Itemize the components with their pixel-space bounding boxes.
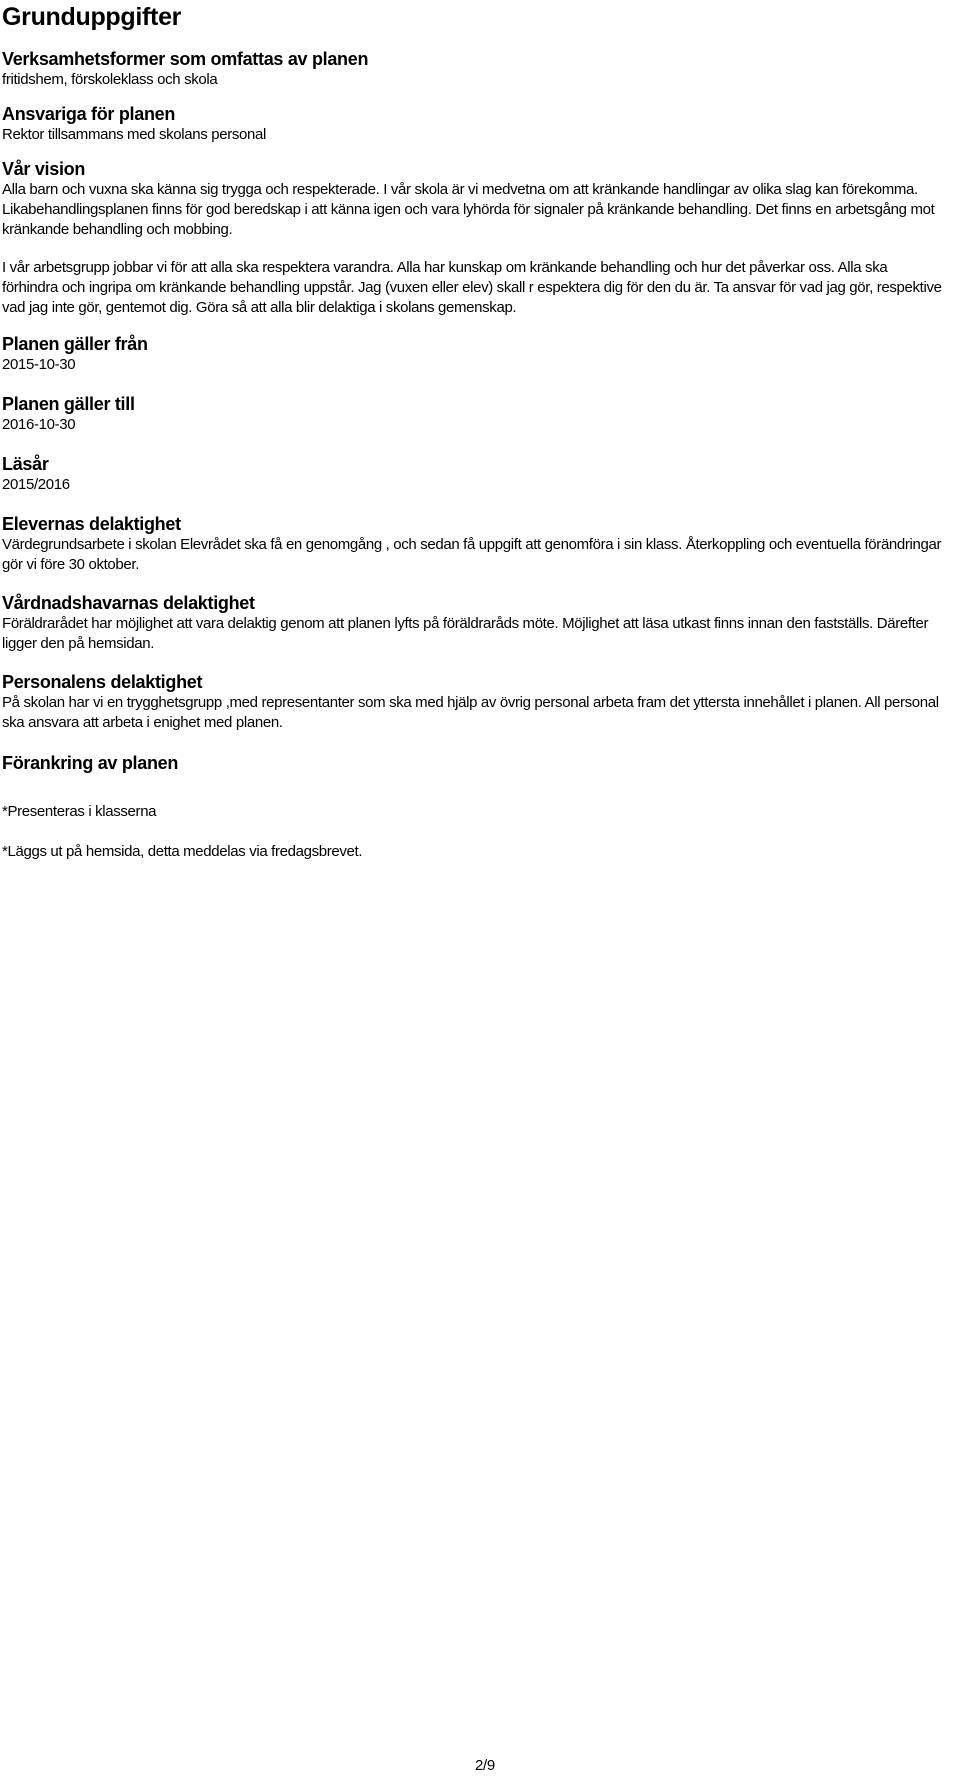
section-heading: Verksamhetsformer som omfattas av planen xyxy=(2,49,369,69)
section-heading: Planen gäller till xyxy=(2,394,135,414)
section-vardnadshavarnas-delaktighet xyxy=(2,592,942,654)
section-heading: Personalens delaktighet xyxy=(2,672,203,692)
section-text: Rektor tillsammans med skolans personal xyxy=(2,126,266,143)
section-verksamhetsformer xyxy=(2,48,942,90)
section-forankring xyxy=(2,752,942,862)
section-text: I vår arbetsgrupp jobbar vi för att alla ska respektera varandra. Alla har kunskap om kränkande behandling och hur det påverkar oss. Alla ska förhindra och ingripa om kränkande behandling uppstår. Jag (vuxen eller elev) skall r espektera dig för den du är. Ta ansvar för vad jag gör, respektive vad jag inte gör, gentemot dig. Göra så att alla blir delaktiga i skolans gemenskap. xyxy=(2,259,942,316)
section-text: På skolan har vi en trygghetsgrupp ,med representanter som ska med hjälp av övrig personal arbeta fram det yttersta innehållet i planen. All personal ska ansvara att arbeta i enighet med planen. xyxy=(2,694,939,731)
section-heading: Ansvariga för planen xyxy=(2,104,176,124)
section-personalens-delaktighet xyxy=(2,671,942,733)
list-item: *Läggs ut på hemsida, detta meddelas via fredagsbrevet. xyxy=(2,843,363,860)
section-planen-galler-till xyxy=(2,393,942,435)
section-heading: Vårdnadshavarnas delaktighet xyxy=(2,593,255,613)
valid-to-date: 2016-10-30 xyxy=(2,416,76,433)
section-text: Värdegrundsarbete i skolan Elevrådet ska få en genomgång , och sedan få uppgift att genomföra i sin klass. Återkoppling och eventuella förändringar gör vi före 30 oktober. xyxy=(2,536,942,573)
section-heading: Vår vision xyxy=(2,159,86,179)
section-heading: Planen gäller från xyxy=(2,334,148,354)
document-content xyxy=(2,0,942,862)
section-text: fritidshem, förskoleklass och skola xyxy=(2,71,218,88)
section-text: Alla barn och vuxna ska känna sig trygga och respekterade. I vår skola är vi medvetna om att kränkande handlingar av olika slag kan förekomma. Likabehandlingsplanen finns för god beredskap i att känna igen och vara lyhörda för signaler på kränkande behandling. Det finns en arbetsgång mot kränkande behandling och mobbing. xyxy=(2,181,935,238)
page-title: Grunduppgifter xyxy=(2,3,182,31)
section-heading: Förankring av planen xyxy=(2,753,179,773)
section-text: Föräldrarådet har möjlighet att vara delaktig genom att planen lyfts på föräldraråds möte. Möjlighet att läsa utkast finns innan den fastställs. Därefter ligger den på hemsidan. xyxy=(2,615,929,652)
valid-from-date: 2015-10-30 xyxy=(2,356,76,373)
section-planen-galler-fran xyxy=(2,333,942,375)
list-item: *Presenteras i klasserna xyxy=(2,803,157,820)
school-year: 2015/2016 xyxy=(2,476,70,493)
section-lasar xyxy=(2,453,942,495)
section-elevernas-delaktighet xyxy=(2,513,942,575)
page-number: 2/9 xyxy=(475,1757,495,1774)
section-heading: Läsår xyxy=(2,454,49,474)
section-heading: Elevernas delaktighet xyxy=(2,514,181,534)
section-var-vision xyxy=(2,158,942,318)
section-ansvariga xyxy=(2,103,942,145)
